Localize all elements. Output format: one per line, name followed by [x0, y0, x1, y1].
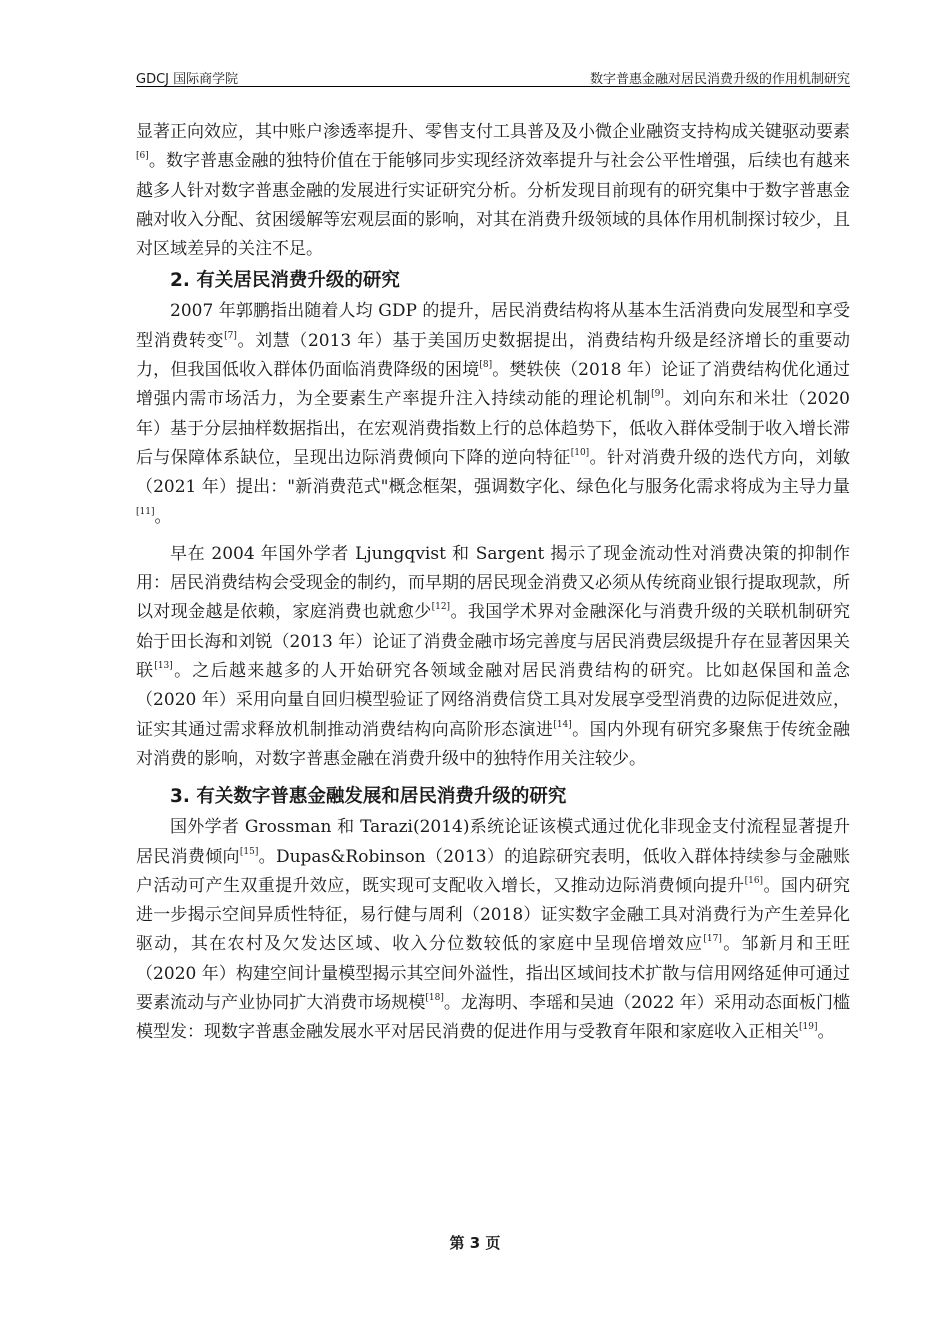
- paragraph-text: 。国内外现有研究多聚焦于传统金融对消费的影响，对数字普惠金融在消费升级中的独特作用关注较少。: [136, 719, 851, 769]
- paragraph-text: 显著正向效应，其中账户渗透率提升、零售支付工具普及及小微企业融资支持构成关键驱动要素: [136, 122, 850, 142]
- citation: [15]: [239, 846, 259, 857]
- citation: [7]: [224, 330, 237, 341]
- page-header: [136, 66, 850, 86]
- paragraph-text: 。邹新月和王旺（2020 年）构建空间计量模型揭示其空间外溢性，指出区域间技术扩散与信用网络延伸可通过要素流动与产业协同扩大消费市场规模: [136, 934, 851, 1014]
- citation: [13]: [154, 661, 173, 672]
- paragraph-text: 。刘慧（2013 年）基于美国历史数据提出，消费结构升级是经济增长的重要动力，但我国低收入群体仍面临消费降级的困境: [136, 330, 851, 381]
- citation: [8]: [479, 360, 493, 371]
- paragraph-text: 。樊轶侠（2018 年）论证了消费结构优化通过增强内需市场活力，为全要素生产率提升注入持续动能的理论机制: [136, 360, 850, 410]
- citation: [6]: [136, 151, 149, 162]
- section-heading: 3. 有关数字普惠金融发展和居民消费升级的研究: [170, 786, 567, 808]
- citation: [12]: [431, 602, 451, 613]
- paragraph: [136, 813, 850, 1047]
- paragraph-text: 2007 年郭鹏指出随着人均 GDP 的提升，居民消费结构将从基本生活消费向发展型和享受型消费转变: [136, 301, 850, 351]
- paragraph-text: 。数字普惠金融的独特价值在于能够同步实现经济效率提升与社会公平性增强，后续也有越来越多人针对数字普惠金融的发展进行实证研究分析。分析发现目前现有的研究集中于数字普惠金融对收入分配、贫困缓解等宏观层面的影响，对其在消费升级领域的具体作用机制探讨较少，且对区域差异的关注不足。: [136, 151, 850, 260]
- citation: [17]: [703, 934, 722, 945]
- paragraph-text: 。: [817, 1022, 835, 1043]
- paragraph-text: 。龙海明、李瑶和吴迪（2022 年）采用动态面板门槛模型发：现数字普惠金融发展水平对居民消费的促进作用与受教育年限和家庭收入正相关: [136, 993, 851, 1043]
- citation: [11]: [136, 506, 155, 517]
- citation: [19]: [799, 1022, 818, 1033]
- page-number: 第 3 页: [449, 1234, 501, 1252]
- paragraph-text: 早在 2004 年国外学者 Ljungqvist 和 Sargent 揭示了现金流动性对消费决策的抑制作用：居民消费结构会受现金的制约，而早期的居民现金消费又必须从传统商业银行提取现款，所以对现金越是依赖，家庭消费也就愈少: [136, 543, 850, 623]
- citation: [14]: [553, 719, 572, 730]
- paragraph: [136, 118, 850, 264]
- paragraph: [136, 540, 850, 774]
- paragraph-text: 国外学者 Grossman 和 Tarazi(2014)系统论证该模式通过优化非现金支付流程显著提升居民消费倾向: [136, 817, 850, 867]
- citation: [16]: [744, 875, 764, 886]
- paragraph-text: 。我国学术界对金融深化与消费升级的关联机制研究始于田长海和刘锐（2013 年）论证了消费金融市场完善度与居民消费层级提升存在显著因果关联: [136, 602, 850, 682]
- paragraph-text: 。Dupas&Robinson（2013）的追踪研究表明，低收入群体持续参与金融账户活动可产生双重提升效应，既实现可支配收入增长，又推动边际消费倾向提升: [136, 846, 850, 896]
- body-content: [136, 118, 850, 1048]
- citation: [9]: [651, 389, 664, 400]
- paragraph-text: 。: [154, 506, 172, 527]
- section-heading: 2. 有关居民消费升级的研究: [170, 270, 400, 292]
- header-right: 数字普惠金融对居民消费升级的作用机制研究: [589, 72, 850, 87]
- paragraph-text: 。针对消费升级的迭代方向，刘敏（2021 年）提出："新消费范式"概念框架，强调数字化、绿色化与服务化需求将成为主导力量: [136, 447, 851, 498]
- citation: [18]: [425, 993, 444, 1004]
- paragraph: [136, 297, 850, 531]
- paragraph-text: 。刘向东和米壮（2020 年）基于分层抽样数据指出，在宏观消费指数上行的总体趋势下，低收入群体受制于收入增长滞后与保障体系缺位，呈现出边际消费倾向下降的逆向特征: [136, 389, 851, 468]
- header-divider: [136, 86, 850, 87]
- paragraph-text: 。国内研究进一步揭示空间异质性特征，易行健与周利（2018）证实数字金融工具对消费行为产生差异化驱动，其在农村及欠发达区域、收入分位数较低的家庭中呈现倍增效应: [136, 875, 851, 955]
- header-left: GDCJ 国际商学院: [136, 72, 239, 87]
- paragraph-text: 。之后越来越多的人开始研究各领域金融对居民消费结构的研究。比如赵保国和盖念（2020 年）采用向量自回归模型验证了网络消费信贷工具对发展享受型消费的边际促进效应，证实其通过需求释放机制推动消费结构向高阶形态演进: [136, 661, 851, 740]
- citation: [10]: [570, 447, 590, 458]
